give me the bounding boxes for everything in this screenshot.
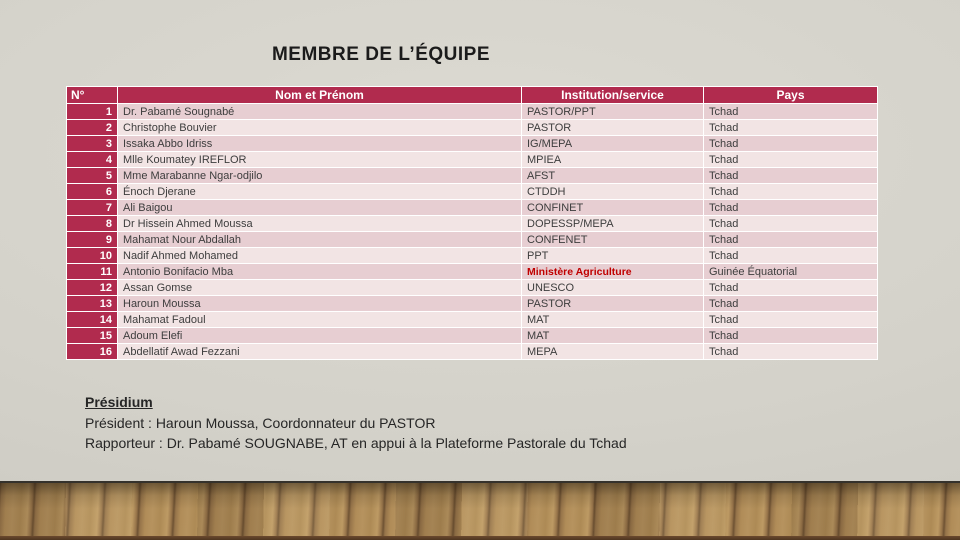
name-cell: Haroun Moussa <box>118 296 522 312</box>
row-number-cell: 5 <box>67 168 118 184</box>
name-cell: Ali Baigou <box>118 200 522 216</box>
pays-cell: Tchad <box>704 200 878 216</box>
row-number-cell: 3 <box>67 136 118 152</box>
row-number-cell: 10 <box>67 248 118 264</box>
table-row <box>67 264 878 280</box>
table-row <box>67 152 878 168</box>
name-cell: Christophe Bouvier <box>118 120 522 136</box>
table-row <box>67 120 878 136</box>
table-row <box>67 216 878 232</box>
name-cell: Mahamat Nour Abdallah <box>118 232 522 248</box>
name-cell: Assan Gomse <box>118 280 522 296</box>
pays-cell: Tchad <box>704 136 878 152</box>
table-row <box>67 184 878 200</box>
name-cell: Énoch Djerane <box>118 184 522 200</box>
institution-cell: CONFENET <box>522 232 704 248</box>
column-header-numero: N° <box>67 87 118 104</box>
name-cell: Dr. Pabamé Sougnabé <box>118 104 522 120</box>
name-cell: Mme Marabanne Ngar-odjilo <box>118 168 522 184</box>
row-number-cell: 2 <box>67 120 118 136</box>
presidium-heading: Présidium <box>85 394 153 410</box>
name-cell: Mlle Koumatey IREFLOR <box>118 152 522 168</box>
table-row <box>67 248 878 264</box>
table-row <box>67 200 878 216</box>
table-row <box>67 296 878 312</box>
name-cell: Dr Hissein Ahmed Moussa <box>118 216 522 232</box>
row-number-cell: 12 <box>67 280 118 296</box>
name-cell: Adoum Elefi <box>118 328 522 344</box>
table-header-row <box>67 87 878 104</box>
pays-cell: Tchad <box>704 168 878 184</box>
pays-cell: Tchad <box>704 104 878 120</box>
institution-cell: MAT <box>522 328 704 344</box>
presidium-president-line: Président : Haroun Moussa, Coordonnateur du PASTOR <box>85 415 436 431</box>
pays-cell: Tchad <box>704 344 878 360</box>
name-cell: Issaka Abbo Idriss <box>118 136 522 152</box>
wood-floor-baseboard <box>0 536 960 540</box>
wood-floor-decoration <box>0 481 960 540</box>
institution-cell: DOPESSP/MEPA <box>522 216 704 232</box>
pays-cell: Tchad <box>704 216 878 232</box>
institution-cell: MPIEA <box>522 152 704 168</box>
table-row <box>67 344 878 360</box>
row-number-cell: 9 <box>67 232 118 248</box>
row-number-cell: 11 <box>67 264 118 280</box>
column-header-institution: Institution/service <box>522 87 704 104</box>
institution-cell: Ministère Agriculture <box>522 264 704 280</box>
slide-title: MEMBRE DE L’ÉQUIPE <box>271 44 491 65</box>
row-number-cell: 16 <box>67 344 118 360</box>
institution-cell: PASTOR/PPT <box>522 104 704 120</box>
institution-cell: AFST <box>522 168 704 184</box>
column-header-pays: Pays <box>704 87 878 104</box>
pays-cell: Tchad <box>704 232 878 248</box>
name-cell: Nadif Ahmed Mohamed <box>118 248 522 264</box>
institution-cell: MAT <box>522 312 704 328</box>
institution-cell: IG/MEPA <box>522 136 704 152</box>
institution-cell: CTDDH <box>522 184 704 200</box>
table-row <box>67 280 878 296</box>
presidium-block <box>85 392 627 453</box>
pays-cell: Tchad <box>704 152 878 168</box>
institution-cell: PASTOR <box>522 120 704 136</box>
row-number-cell: 8 <box>67 216 118 232</box>
table-row <box>67 104 878 120</box>
table-row <box>67 232 878 248</box>
row-number-cell: 7 <box>67 200 118 216</box>
row-number-cell: 1 <box>67 104 118 120</box>
pays-cell: Guinée Équatorial <box>704 264 878 280</box>
pays-cell: Tchad <box>704 280 878 296</box>
institution-cell: PPT <box>522 248 704 264</box>
pays-cell: Tchad <box>704 328 878 344</box>
row-number-cell: 15 <box>67 328 118 344</box>
pays-cell: Tchad <box>704 120 878 136</box>
row-number-cell: 14 <box>67 312 118 328</box>
team-table-body <box>67 104 878 360</box>
team-members-table <box>66 86 878 360</box>
pays-cell: Tchad <box>704 248 878 264</box>
table-row <box>67 136 878 152</box>
column-header-nom-prenom: Nom et Prénom <box>118 87 522 104</box>
name-cell: Antonio Bonifacio Mba <box>118 264 522 280</box>
row-number-cell: 6 <box>67 184 118 200</box>
pays-cell: Tchad <box>704 184 878 200</box>
name-cell: Abdellatif Awad Fezzani <box>118 344 522 360</box>
row-number-cell: 4 <box>67 152 118 168</box>
row-number-cell: 13 <box>67 296 118 312</box>
table-row <box>67 168 878 184</box>
table-row <box>67 312 878 328</box>
name-cell: Mahamat Fadoul <box>118 312 522 328</box>
presidium-rapporteur-line: Rapporteur : Dr. Pabamé SOUGNABE, AT en appui à la Plateforme Pastorale du Tchad <box>85 435 627 451</box>
institution-cell: PASTOR <box>522 296 704 312</box>
institution-cell: MEPA <box>522 344 704 360</box>
table-row <box>67 328 878 344</box>
institution-cell: CONFINET <box>522 200 704 216</box>
pays-cell: Tchad <box>704 312 878 328</box>
pays-cell: Tchad <box>704 296 878 312</box>
institution-cell: UNESCO <box>522 280 704 296</box>
